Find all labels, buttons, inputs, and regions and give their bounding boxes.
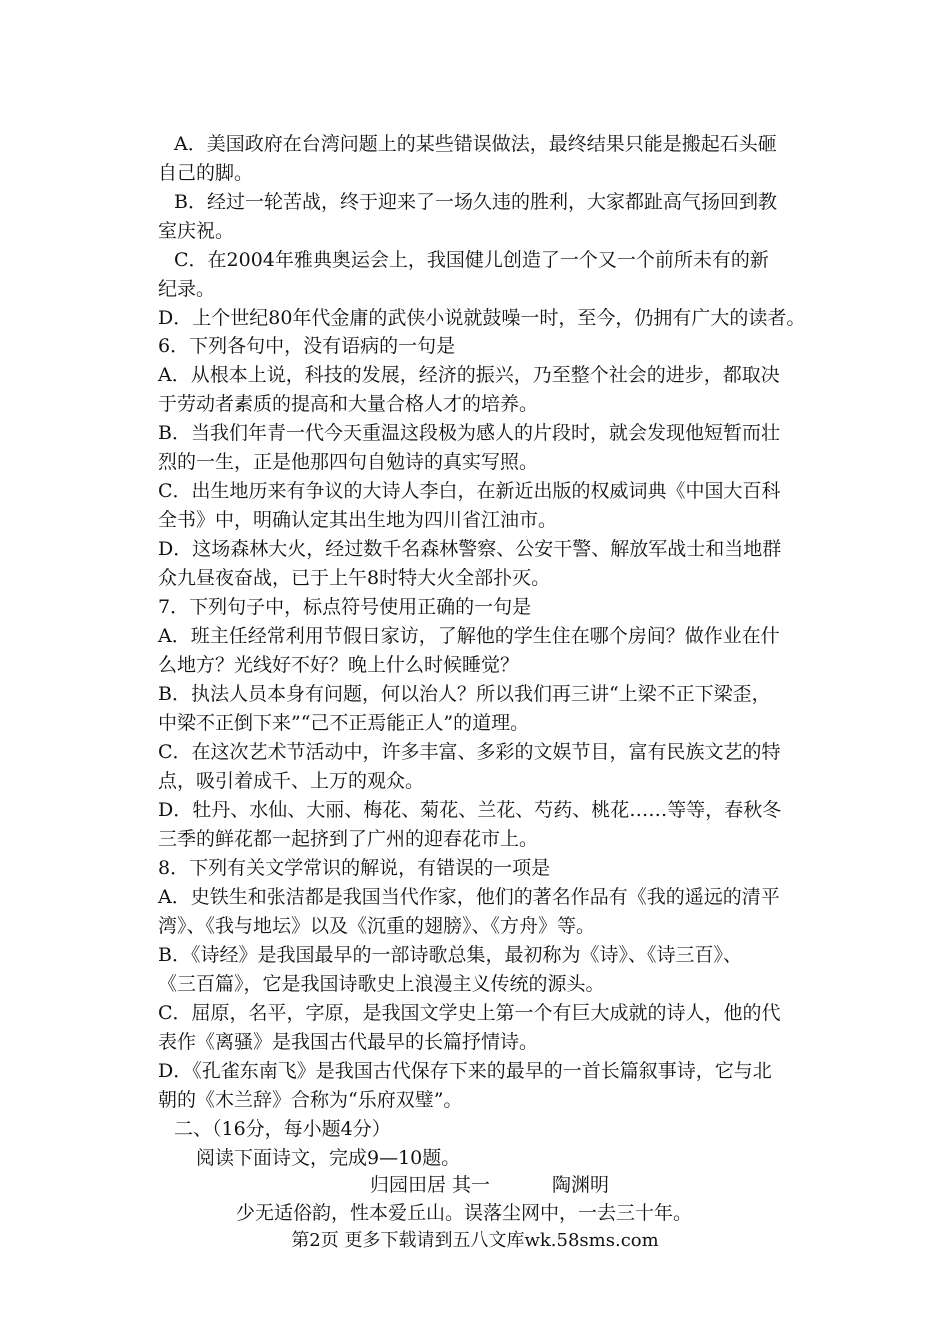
option-5c-line-2: 纪录。 bbox=[158, 278, 216, 300]
option-6d-line-2: 众九昼夜奋战，已于上午8时特大火全部扑灭。 bbox=[158, 567, 551, 589]
option-5d-line: D．上个世纪80年代金庸的武侠小说就鼓噪一时，至今，仍拥有广大的读者。 bbox=[158, 307, 806, 329]
option-7a-line-1: A．班主任经常利用节假日家访，了解他的学生住在哪个房间？做作业在什 bbox=[158, 625, 780, 647]
option-5c-line-1: C．在2004年雅典奥运会上，我国健儿创造了一个又一个前所未有的新 bbox=[174, 249, 769, 271]
option-7d-line-2: 三季的鲜花都一起挤到了广州的迎春花市上。 bbox=[158, 828, 539, 850]
poem-title: 归园田居 其一 bbox=[370, 1174, 491, 1196]
question-7-stem: 7．下列句子中，标点符号使用正确的一句是 bbox=[158, 596, 532, 618]
option-7a-line-2: 么地方？光线好不好？晚上什么时候睡觉？ bbox=[158, 654, 520, 676]
option-7d-line-1: D．牡丹、水仙、大丽、梅花、菊花、兰花、芍药、桃花……等等，春秋冬 bbox=[158, 799, 782, 821]
page-footer: 第2页 更多下载请到五八文库wk.58sms.com bbox=[291, 1230, 659, 1251]
option-6a-line-2: 于劳动者素质的提高和大量合格人才的培养。 bbox=[158, 393, 539, 415]
option-5a-line-1: A．美国政府在台湾问题上的某些错误做法，最终结果只能是搬起石头砸 bbox=[174, 133, 777, 155]
question-6-stem: 6．下列各句中，没有语病的一句是 bbox=[158, 335, 456, 357]
option-8c-line-2: 表作《离骚》是我国古代最早的长篇抒情诗。 bbox=[158, 1031, 539, 1053]
option-8b-line-1: B．《诗经》是我国最早的一部诗歌总集，最初称为《诗》、《诗三百》、 bbox=[158, 944, 742, 966]
option-6b-line-2: 烈的一生，正是他那四句自勉诗的真实写照。 bbox=[158, 451, 539, 473]
option-5b-line-2: 室庆祝。 bbox=[158, 220, 235, 242]
option-5b-line-1: B．经过一轮苦战，终于迎来了一场久违的胜利，大家都趾高气扬回到教 bbox=[174, 191, 777, 213]
poem-author: 陶渊明 bbox=[552, 1174, 610, 1196]
option-6c-line-1: C．出生地历来有争议的大诗人李白，在新近出版的权威词典《中国大百科 bbox=[158, 480, 781, 502]
option-8c-line-1: C．屈原，名平，字原，是我国文学史上第一个有巨大成就的诗人，他的代 bbox=[158, 1002, 781, 1024]
option-6c-line-2: 全书》中，明确认定其出生地为四川省江油市。 bbox=[158, 509, 558, 531]
option-6b-line-1: B．当我们年青一代今天重温这段极为感人的片段时，就会发现他短暂而壮 bbox=[158, 422, 780, 444]
option-7c-line-2: 点，吸引着成千、上万的观众。 bbox=[158, 770, 425, 792]
option-6a-line-1: A．从根本上说，科技的发展，经济的振兴，乃至整个社会的进步，都取决 bbox=[158, 364, 780, 386]
option-8d-line-1: D．《孔雀东南飞》是我国古代保存下来的最早的一首长篇叙事诗，它与北 bbox=[158, 1060, 772, 1082]
option-8a-line-2: 湾》、《我与地坛》以及《沉重的翅膀》、《方舟》等。 bbox=[158, 915, 596, 937]
option-8d-line-2: 朝的《木兰辞》合称为“乐府双璧”。 bbox=[158, 1089, 463, 1111]
option-6d-line-1: D．这场森林大火，经过数千名森林警察、公安干警、解放军战士和当地群 bbox=[158, 538, 782, 560]
question-8-stem: 8．下列有关文学常识的解说，有错误的一项是 bbox=[158, 857, 551, 879]
reading-instruction: 阅读下面诗文，完成9—10题。 bbox=[196, 1147, 461, 1169]
option-5a-line-2: 自己的脚。 bbox=[158, 162, 254, 184]
option-7b-line-1: B．执法人员本身有问题，何以治人？所以我们再三讲“上梁不正下梁歪， bbox=[158, 683, 771, 705]
section-2-heading: 二、（16分，每小题4分） bbox=[174, 1118, 391, 1140]
option-8a-line-1: A．史铁生和张洁都是我国当代作家，他们的著名作品有《我的遥远的清平 bbox=[158, 886, 780, 908]
poem-line-1: 少无适俗韵，性本爱丘山。误落尘网中，一去三十年。 bbox=[236, 1202, 693, 1224]
option-7c-line-1: C．在这次艺术节活动中，许多丰富、多彩的文娱节目，富有民族文艺的特 bbox=[158, 741, 781, 763]
option-8b-line-2: 《三百篇》，它是我国诗歌史上浪漫主义传统的源头。 bbox=[158, 973, 605, 995]
option-7b-line-2: 中梁不正倒下来”“己不正焉能正人”的道理。 bbox=[158, 712, 530, 734]
